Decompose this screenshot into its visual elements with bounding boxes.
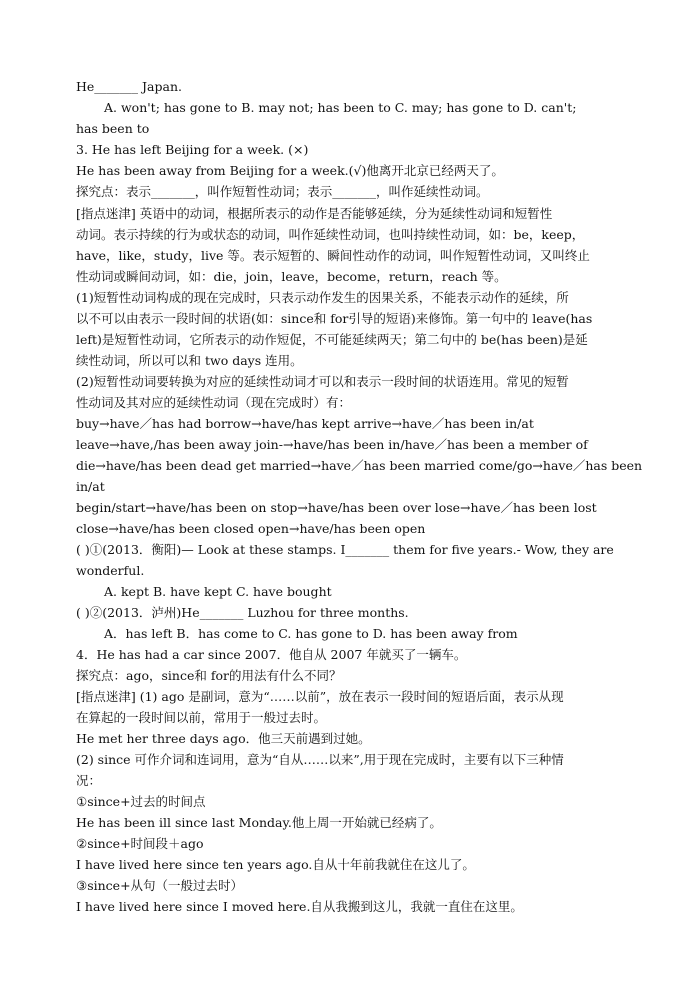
exercise-question-2: ( )②(2013．泸州)He_______ Luzhou for three months. [76, 605, 409, 620]
example-sentence: He has been ill since last Monday.他上周一开始就已经病了。 [76, 815, 442, 830]
exercise-2-options: A．has left B．has come to C. has gone to D. has been away from [104, 626, 518, 641]
rule-paragraph: 性动词及其对应的延续性动词（现在完成时）有： [76, 395, 352, 410]
exercise-1-options: A. kept B. have kept C. have bought [104, 584, 332, 599]
answer-options: A. won't; has gone to B. may not; has been to C. may; has gone to D. can't; [104, 100, 577, 115]
exercise-question-1: ( )①(2013．衡阳)— Look at these stamps. I_______ them for five years.- Wow, they are [76, 542, 614, 557]
verb-conversion-list: die→have/has been dead get married→have／has been married come/go→have／has been [76, 458, 643, 473]
rule-paragraph: 以不可以由表示一段时间的状语(如：since和 for引导的短语)来修饰。第一句中的 leave(has [76, 311, 593, 326]
example-sentence-wrong: 3. He has left Beijing for a week. (×) [76, 142, 309, 157]
verb-conversion-list: begin/start→have/has been on stop→have/has been over lose→have／has been lost [76, 500, 597, 515]
rule-paragraph: (2)短暂性动词要转换为对应的延续性动词才可以和表示一段时间的状语连用。常见的短暂 [76, 374, 569, 389]
verb-conversion-list: in/at [76, 479, 105, 494]
exercise-question-1-cont: wonderful. [76, 563, 145, 578]
verb-conversion-list: close→have/has been closed open→have/has been open [76, 521, 426, 536]
rule-paragraph: (1)短暂性动词构成的现在完成时，只表示动作发生的因果关系，不能表示动作的延续，所 [76, 290, 569, 305]
rule-paragraph: 况： [76, 773, 102, 788]
usage-case-3: ③since+从句（一般过去时） [76, 878, 244, 893]
guidance-text: 动词。表示持续的行为或状态的动词，叫作延续性动词，也叫持续性动词，如：be，keep， [76, 227, 585, 242]
example-sentence: He met her three days ago．他三天前遇到过她。 [76, 731, 371, 746]
usage-case-1: ①since+过去的时间点 [76, 794, 206, 809]
answer-options-cont: has been to [76, 121, 150, 136]
example-sentence: I have lived here since I moved here.自从我搬到这儿，我就一直住在这里。 [76, 899, 523, 914]
rule-paragraph: left)是短暂性动词，它所表示的动作短促，不可能延续两天；第二句中的 be(has been)是延 [76, 332, 588, 347]
guidance-text: [指点迷津] 英语中的动词，根据所表示的动作是否能够延续，分为延续性动词和短暂性 [76, 206, 553, 221]
guidance-text: 在算起的一段时间以前，常用于一般过去时。 [76, 710, 327, 725]
guidance-text: 性动词或瞬间动词，如：die，join，leave，become，return，reach 等。 [76, 269, 507, 284]
example-sentence: I have lived here since ten years ago.自从十年前我就住在这儿了。 [76, 857, 475, 872]
guidance-text: [指点迷津] (1) ago 是副词，意为“……以前”，放在表示一段时间的短语后面，表示从现 [76, 689, 564, 704]
rule-paragraph: (2) since 可作介词和连词用，意为“自从……以来”,用于现在完成时，主要有以下三种情 [76, 752, 564, 767]
inquiry-point: 探究点：ago，since和 for的用法有什么不同？ [76, 668, 342, 683]
verb-conversion-list: buy→have／has had borrow→have/has kept arrive→have／has been in/at [76, 416, 534, 431]
question-stem: He_______ Japan. [76, 79, 182, 94]
guidance-text: have，like，study，live 等。表示短暂的、瞬间性动作的动词，叫作短暂性动词，又叫终止 [76, 248, 590, 263]
section-4-heading: 4．He has had a car since 2007．他自从 2007 年就买了一辆车。 [76, 647, 467, 662]
rule-paragraph: 续性动词，所以可以和 two days 连用。 [76, 353, 303, 368]
verb-conversion-list: leave→have,/has been away join-→have/has been in/have／has been a member of [76, 437, 588, 452]
inquiry-point: 探究点：表示_______，叫作短暂性动词；表示_______，叫作延续性动词。 [76, 184, 489, 199]
usage-case-2: ②since+时间段＋ago [76, 836, 204, 851]
example-sentence-right: He has been away from Beijing for a week.(√)他离开北京已经两天了。 [76, 163, 504, 178]
